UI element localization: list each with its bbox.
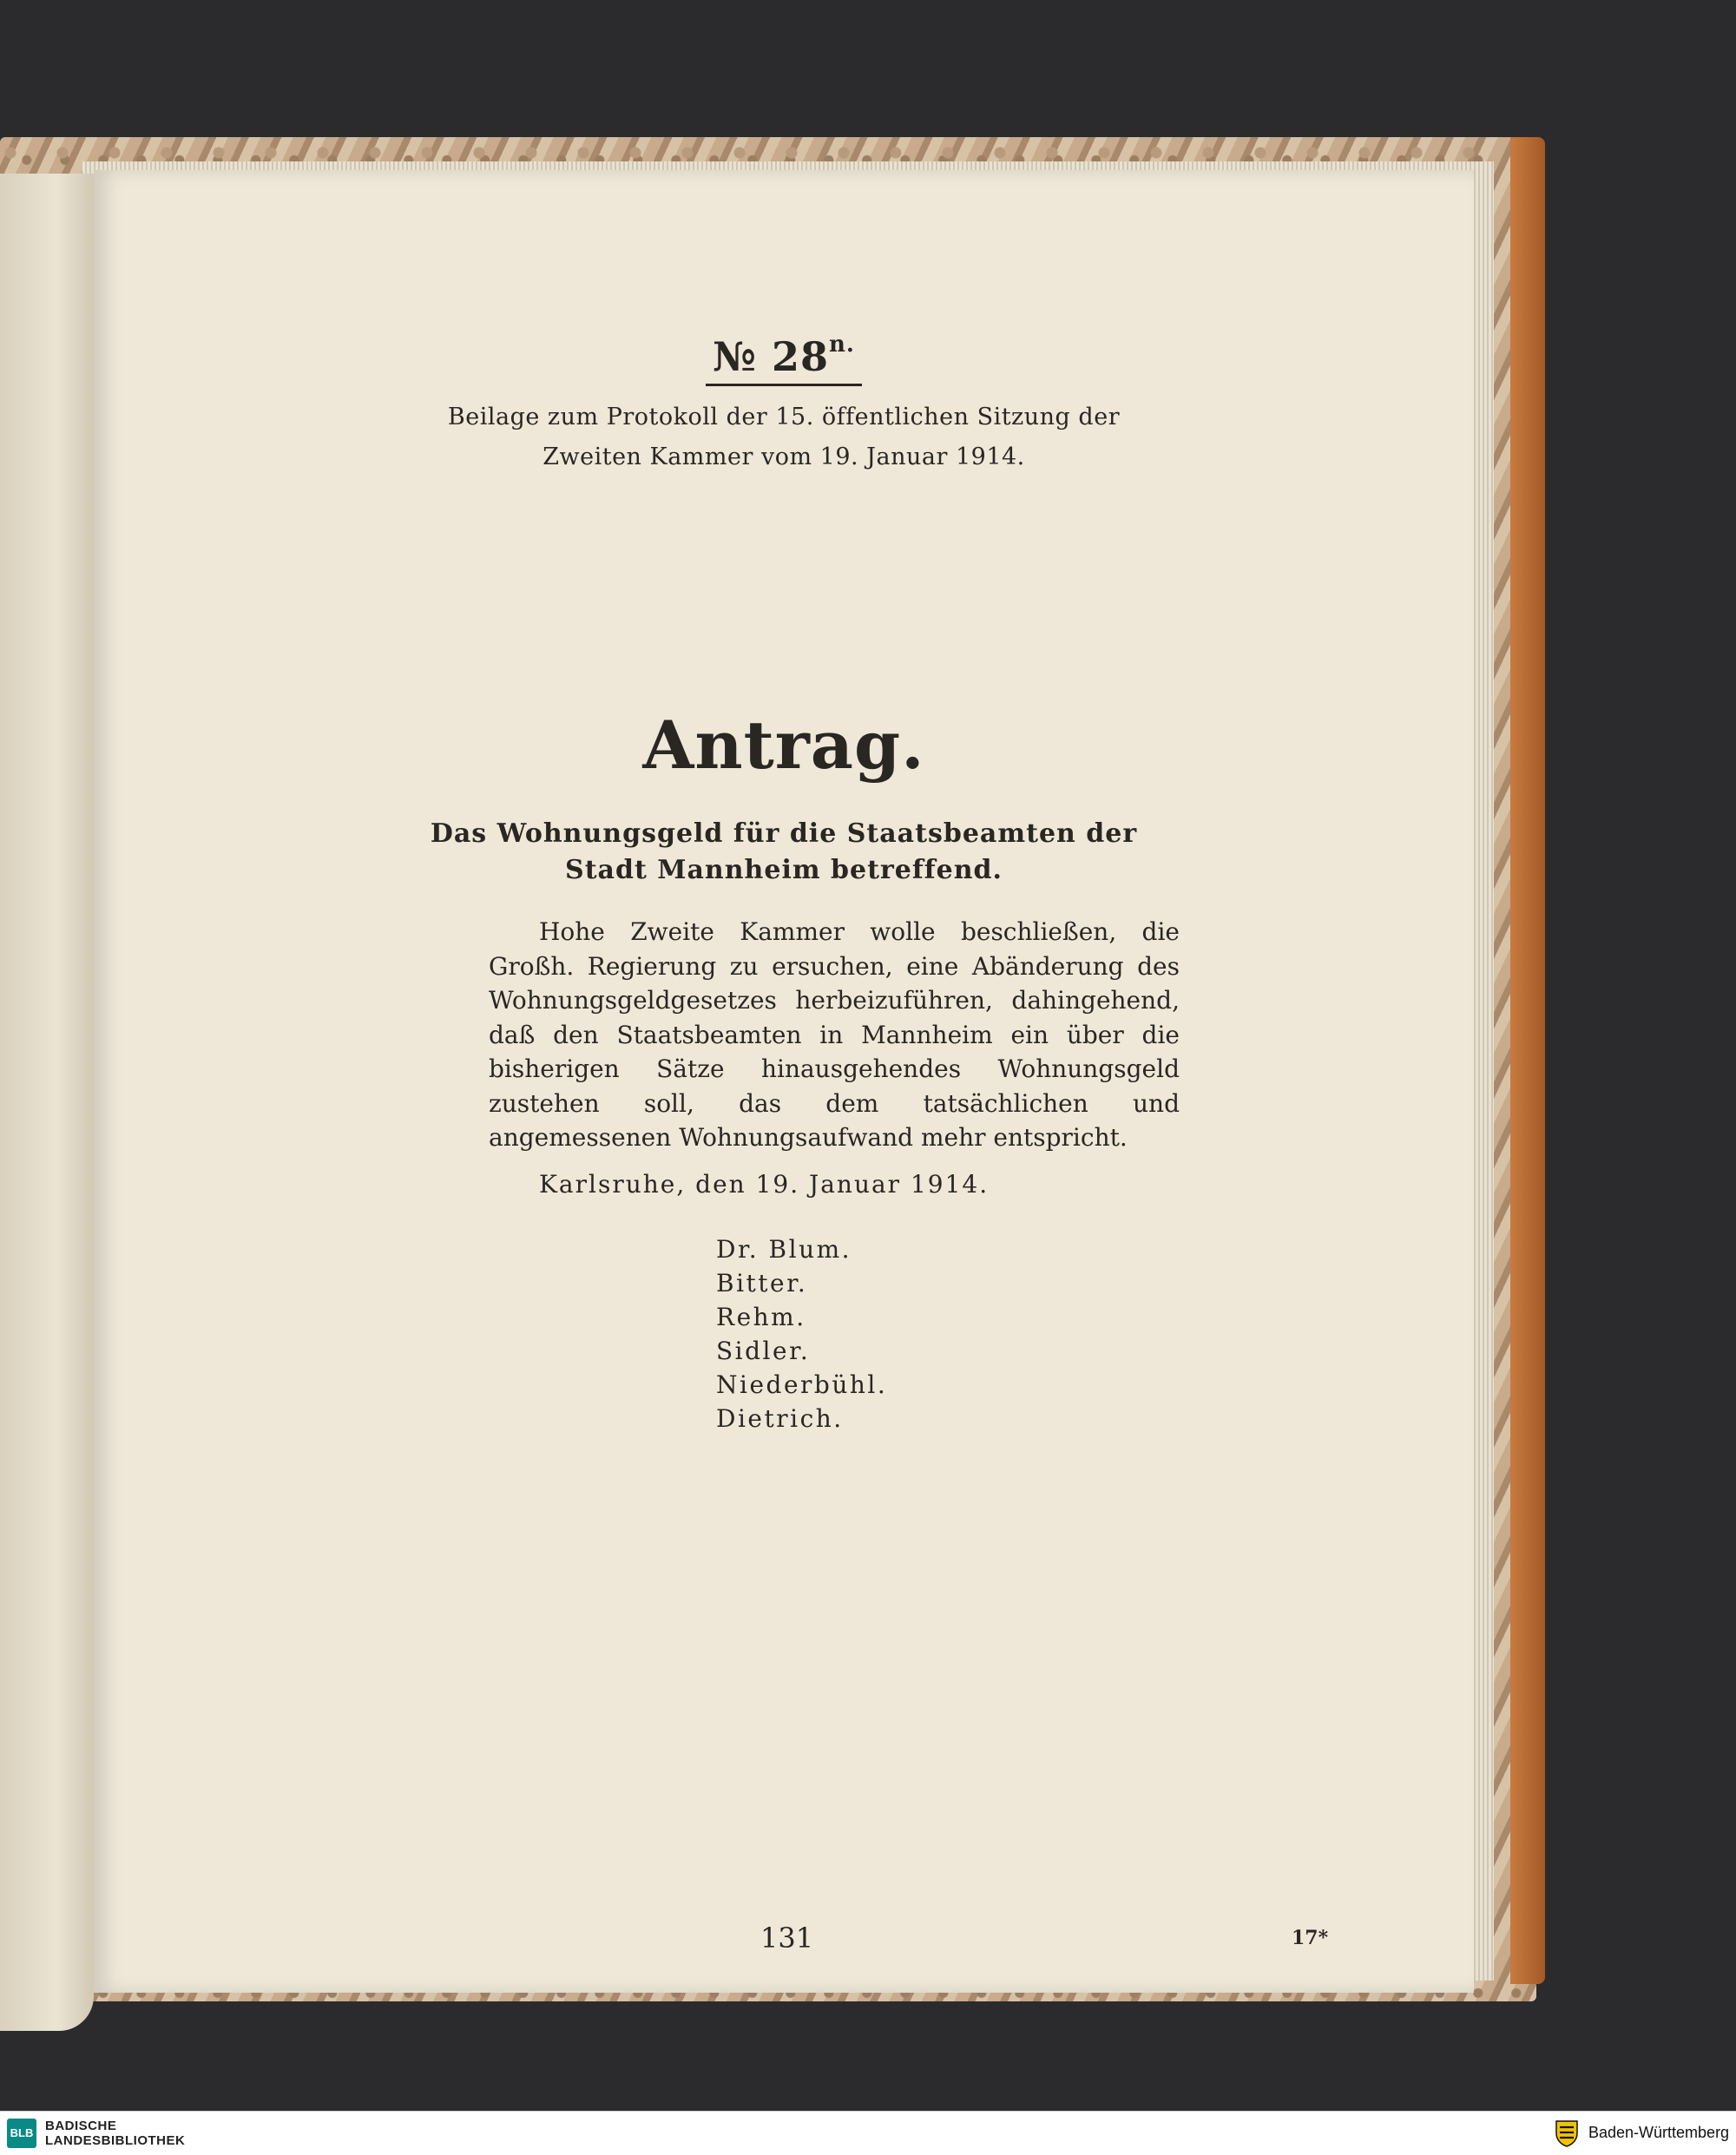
signature-mark: 17* [1292,1927,1329,1949]
signatory-list [716,1232,887,1436]
signatory: Niederbühl. [716,1370,888,1399]
signatory: Sidler. [716,1337,811,1365]
document-number-underline [706,332,862,386]
document-number [94,332,1474,386]
place-and-date: Karlsruhe, den 19. Januar 1914. [539,1170,990,1199]
signatory: Dr. Blum. [716,1235,852,1264]
document-heading [94,816,1474,889]
number-value: 28 [772,333,830,380]
signatory: Rehm. [716,1303,806,1331]
body-paragraph: Hohe Zweite Kammer wolle beschließen, die Großh. Regierung zu ersuchen, eine Abänderung des Wohnungsgeldgesetzes herbeizuführen, dahingehend, daß den Staatsbeamten in Mannheim ein über die bisherigen Sätze hinausgehendes Wohnungsgeld zustehen soll, das dem tatsächlichen und angemessenen Wohnungsaufwand mehr entspricht. [489,917,1180,1152]
library-name[interactable] [45,2119,185,2148]
page-number: 131 [760,1922,814,1955]
footer-bar [0,2111,1736,2155]
document-title: Antrag. [642,706,925,784]
protocol-subtitle [94,397,1474,477]
subtitle-line-1: Beilage zum Protokoll der 15. öffentlichen Sitzung der [447,404,1121,430]
library-name-line-2: LANDESBIBLIOTHEK [45,2133,186,2148]
document-page [94,170,1474,1993]
number-suffix: n. [829,332,855,358]
library-name-line-1: BADISCHE [45,2119,117,2133]
state-name[interactable]: Baden-Württemberg [1588,2124,1730,2141]
signatory: Bitter. [716,1269,808,1298]
left-page [0,174,94,2031]
heading-line-1: Das Wohnungsgeld für die Staatsbeamten der [430,818,1138,849]
baden-wuerttemberg-crest-icon[interactable] [1554,2119,1580,2147]
book-cover-edge [1510,137,1545,1984]
blb-logo-icon[interactable]: BLB [7,2119,36,2148]
number-prefix: № [713,333,757,380]
heading-line-2: Stadt Mannheim betreffend. [565,855,1003,885]
signatory: Dietrich. [716,1404,844,1433]
subtitle-line-2: Zweiten Kammer vom 19. Januar 1914. [542,443,1025,470]
